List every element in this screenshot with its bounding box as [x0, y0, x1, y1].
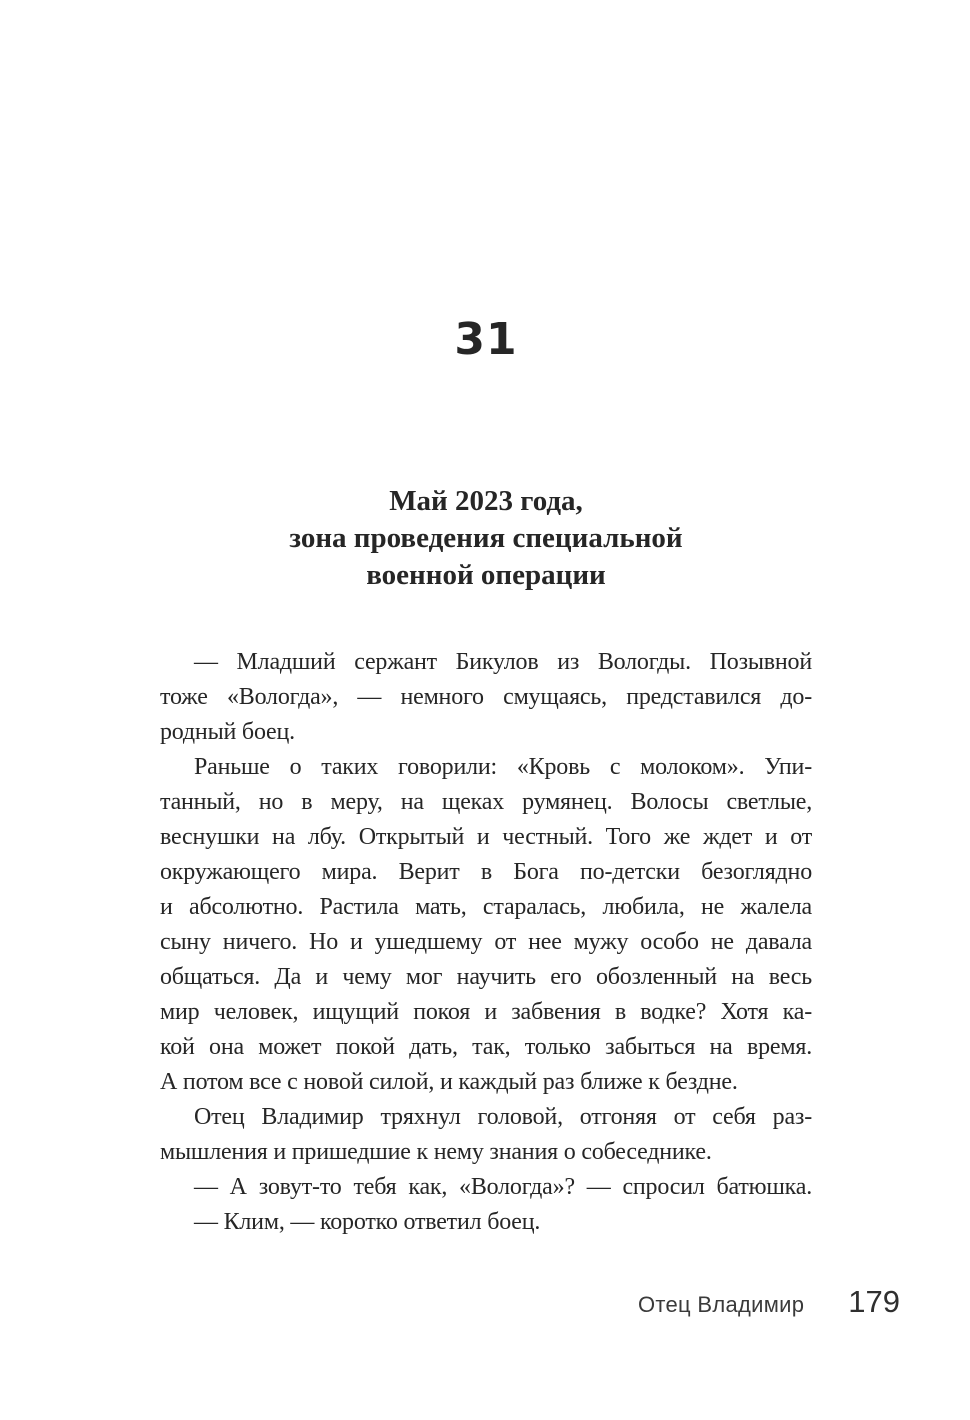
text-line: — Клим, — коротко ответил боец.	[194, 1209, 541, 1235]
heading-line: военной операции	[366, 559, 606, 591]
text-line: окружающего мира. Верит в Бога по-детски безоглядно	[160, 859, 812, 885]
text-line: — А зовут-то тебя как, «Вологда»? — спросил батюшка.	[194, 1174, 812, 1200]
section-heading	[130, 483, 842, 594]
text-line: мир человек, ищущий покоя и забвения в водке? Хотя ка-	[160, 999, 812, 1025]
body-text	[160, 645, 812, 1240]
text-line: родный боец.	[160, 719, 295, 745]
text-line: веснушки на лбу. Открытый и честный. Того же ждет и от	[160, 824, 812, 850]
text-line: Отец Владимир тряхнул головой, отгоняя от себя раз-	[194, 1104, 812, 1130]
text-line: кой она может покой дать, так, только забыться на время.	[160, 1034, 812, 1060]
text-line: мышления и пришедшие к нему знания о собеседнике.	[160, 1139, 712, 1165]
text-line: сыну ничего. Но и ушедшему от нее мужу особо не давала	[160, 929, 812, 955]
text-line: — Младший сержант Бикулов из Вологды. Позывной	[194, 649, 812, 675]
heading-line: зона проведения специальной	[289, 522, 683, 554]
text-line: тоже «Вологда», — немного смущаясь, представился до-	[160, 684, 812, 710]
text-line: А потом все с новой силой, и каждый раз ближе к бездне.	[160, 1069, 738, 1095]
page-number: 179	[848, 1284, 900, 1319]
text-line: и абсолютно. Растила мать, старалась, любила, не жалела	[160, 894, 812, 920]
text-line: Раньше о таких говорили: «Кровь с молоком». Упи-	[194, 754, 812, 780]
text-line: общаться. Да и чему мог научить его обозленный на весь	[160, 964, 812, 990]
chapter-number: 31	[454, 314, 518, 365]
page-footer	[160, 1284, 900, 1320]
running-title: Отец Владимир	[637, 1292, 805, 1317]
text-line: танный, но в меру, на щеках румянец. Волосы светлые,	[160, 789, 812, 815]
heading-line: Май 2023 года,	[389, 485, 583, 517]
